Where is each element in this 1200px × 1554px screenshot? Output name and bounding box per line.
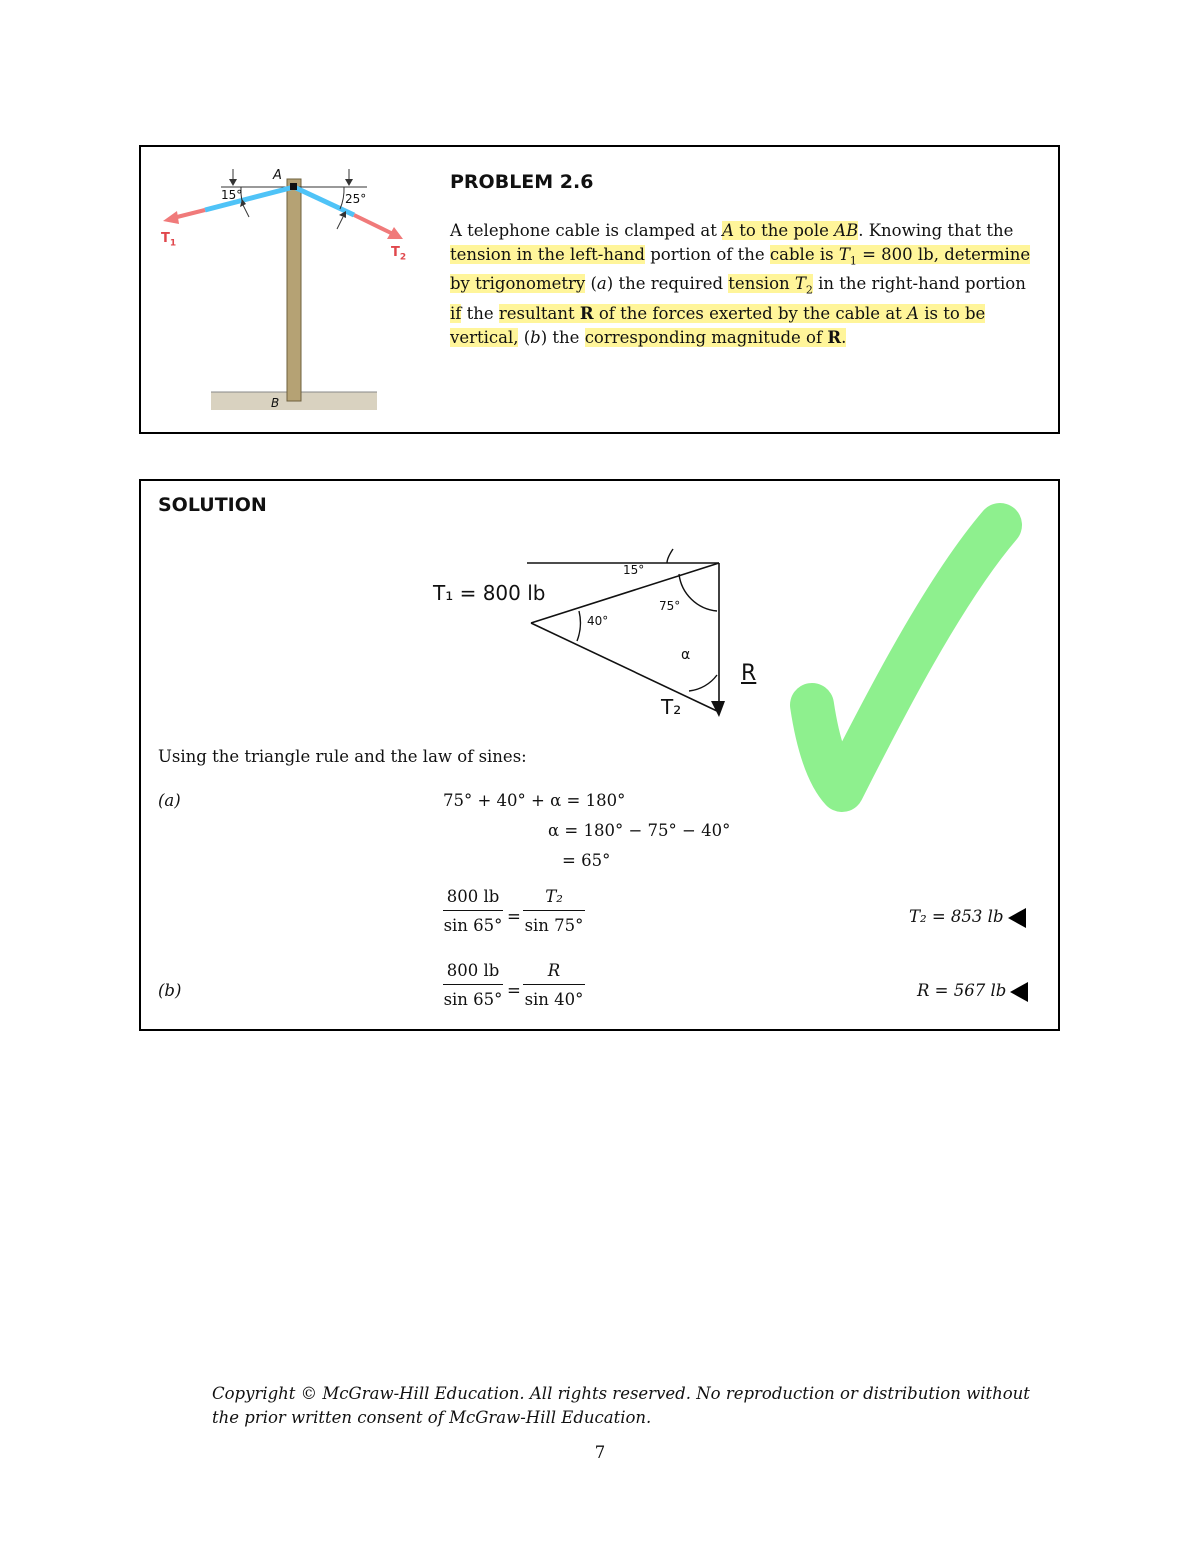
fraction-b-equals: =: [507, 981, 521, 1000]
fraction-b-right: $\frac{R}{\sin 40^\circ}$: [524, 961, 584, 1009]
sketch-alpha: α: [681, 647, 691, 663]
solution-title: SOLUTION: [158, 494, 267, 516]
page-number: 7: [594, 1443, 606, 1462]
problem-box: [139, 145, 1060, 434]
part-b-label: (b): [158, 981, 182, 1000]
fraction-a-right: $\frac{\text{T₂}}{\sin 75^\circ}$: [524, 887, 584, 935]
label-angle-left: 15°: [221, 188, 243, 202]
sketch-angle-40: 40°: [587, 614, 609, 628]
answer-a: T₂ = 853 lb: [909, 907, 1026, 928]
label-angle-right: 25°: [345, 192, 367, 206]
pole: [287, 179, 301, 401]
fraction-b-left: $\frac{800 lb}{\sin 65^\circ}$: [443, 961, 503, 1009]
sketch-t1-label: T₁ = 800 lb: [433, 581, 546, 605]
footer-copyright: Copyright © McGraw-Hill Education. All rights reserved. No reproduction or distribution without the prior written consent of McGraw-Hill Education.: [212, 1384, 1030, 1427]
problem-statement: A telephone cable is clamped at A to the pole AB. Knowing that the tension in the left-hand portion of the cable is $T_1 = 800$ lb, determine by trigonometry (a) the required tension $T_2$ in the right-hand portion if the resultant R of the forces exerted by the cable at A is to be vertical, (b) the corresponding magnitude of R.: [450, 221, 1031, 347]
label-a: A: [273, 168, 282, 183]
answer-marker-icon: [1008, 908, 1026, 928]
fraction-a-equals: =: [507, 907, 521, 926]
checkmark-icon: [780, 495, 1040, 825]
equation-2: α = 180° − 75° − 40°: [548, 821, 731, 840]
sketch-angle-15: 15°: [623, 563, 645, 577]
label-b: B: [271, 396, 280, 410]
equation-3: = 65°: [562, 851, 611, 870]
sketch-r-label: R: [741, 661, 757, 686]
left-cable: [205, 187, 294, 210]
answer-marker-icon: [1010, 982, 1028, 1002]
equation-1: 75° + 40° + α = 180°: [443, 791, 626, 810]
intro-text: Using the triangle rule and the law of sines:: [158, 747, 527, 766]
label-t2: $T_2$: [391, 245, 407, 263]
fraction-a-left: $\frac{800 lb}{\sin 65^\circ}$: [443, 887, 503, 935]
problem-title: PROBLEM 2.6: [450, 171, 594, 193]
label-t1: $T_1$: [161, 231, 177, 249]
t1-arrow: [163, 211, 179, 224]
answer-b: R = 567 lb: [917, 981, 1028, 1002]
sketch-angle-75: 75°: [659, 599, 681, 613]
part-a-label: (a): [158, 791, 181, 810]
sketch-t2-label: T₂: [661, 695, 682, 719]
pole-figure: [141, 147, 441, 432]
